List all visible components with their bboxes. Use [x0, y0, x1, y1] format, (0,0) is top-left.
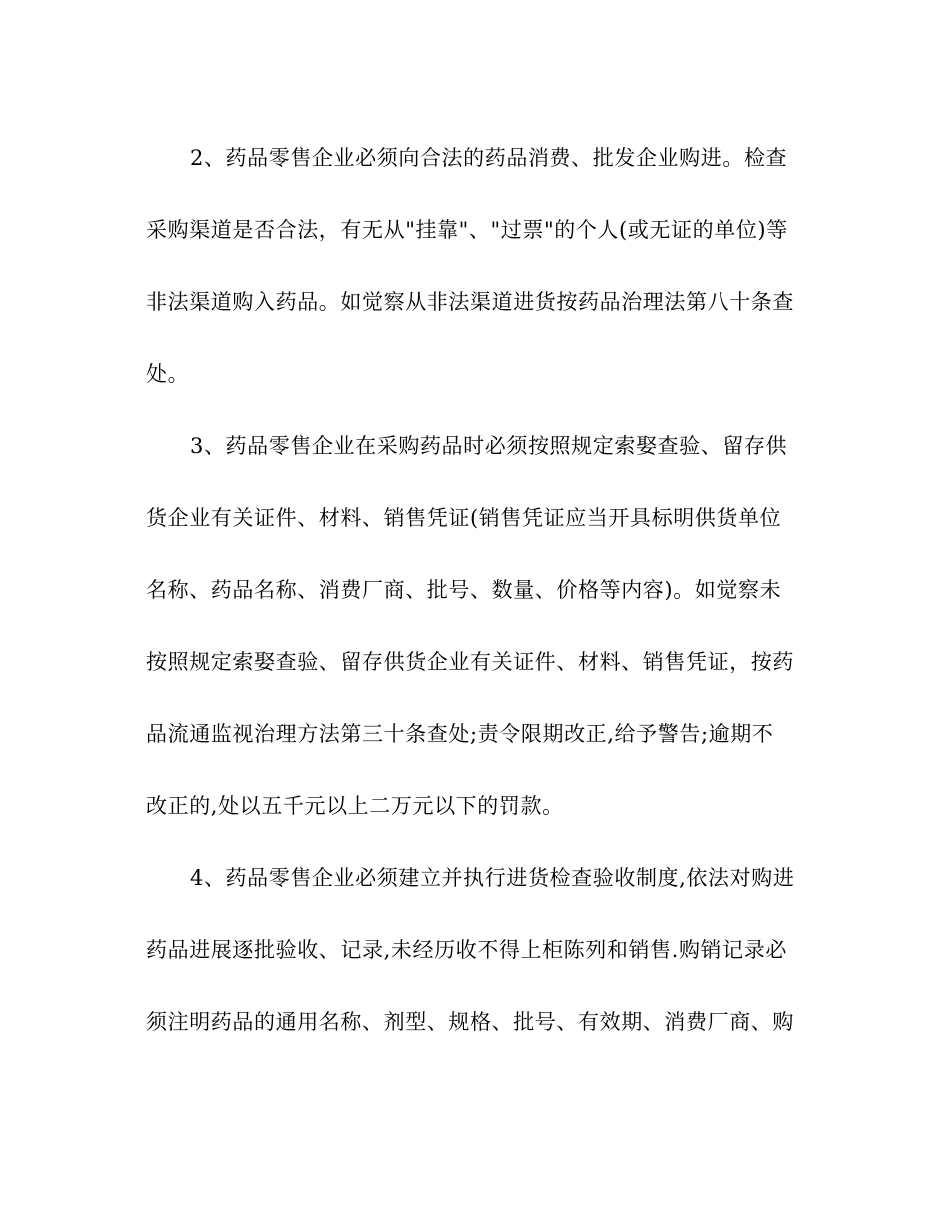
- paragraph-3-line-3: 名称、药品名称、消费厂商、批号、数量、价格等内容)。如觉察未: [146, 578, 782, 602]
- paragraph-4-line-1: 4、药品零售企业必须建立并执行进货检查验收制度,依法对购进: [190, 866, 795, 890]
- paragraph-2-line-2: 采购渠道是否合法，有无从"挂靠"、"过票"的个人(或无证的单位)等: [146, 218, 788, 242]
- paragraph-4-line-2: 药品进展逐批验收、记录,未经历收不得上柜陈列和销售.购销记录必: [146, 938, 787, 962]
- paragraph-2-line-3: 非法渠道购入药品。如觉察从非法渠道进货按药品治理法第八十条查: [146, 290, 794, 314]
- paragraph-3-line-4: 按照规定索娶查验、留存供货企业有关证件、材料、销售凭证，按药: [146, 650, 794, 674]
- paragraph-2-line-4: 处。: [146, 362, 190, 386]
- paragraph-3-line-1: 3、药品零售企业在采购药品时必须按照规定索娶查验、留存供: [190, 434, 788, 458]
- paragraph-4-line-3: 须注明药品的通用名称、剂型、规格、批号、有效期、消费厂商、购: [146, 1010, 794, 1034]
- paragraph-3-line-6: 改正的,处以五千元以上二万元以下的罚款。: [146, 794, 564, 818]
- paragraph-3-line-5: 品流通监视治理方法第三十条查处;责令限期改正,给予警告;逾期不: [146, 722, 774, 746]
- paragraph-2-line-1: 2、药品零售企业必须向合法的药品消费、批发企业购进。检查: [190, 146, 788, 170]
- paragraph-3-line-2: 货企业有关证件、材料、销售凭证(销售凭证应当开具标明供货单位: [146, 506, 782, 530]
